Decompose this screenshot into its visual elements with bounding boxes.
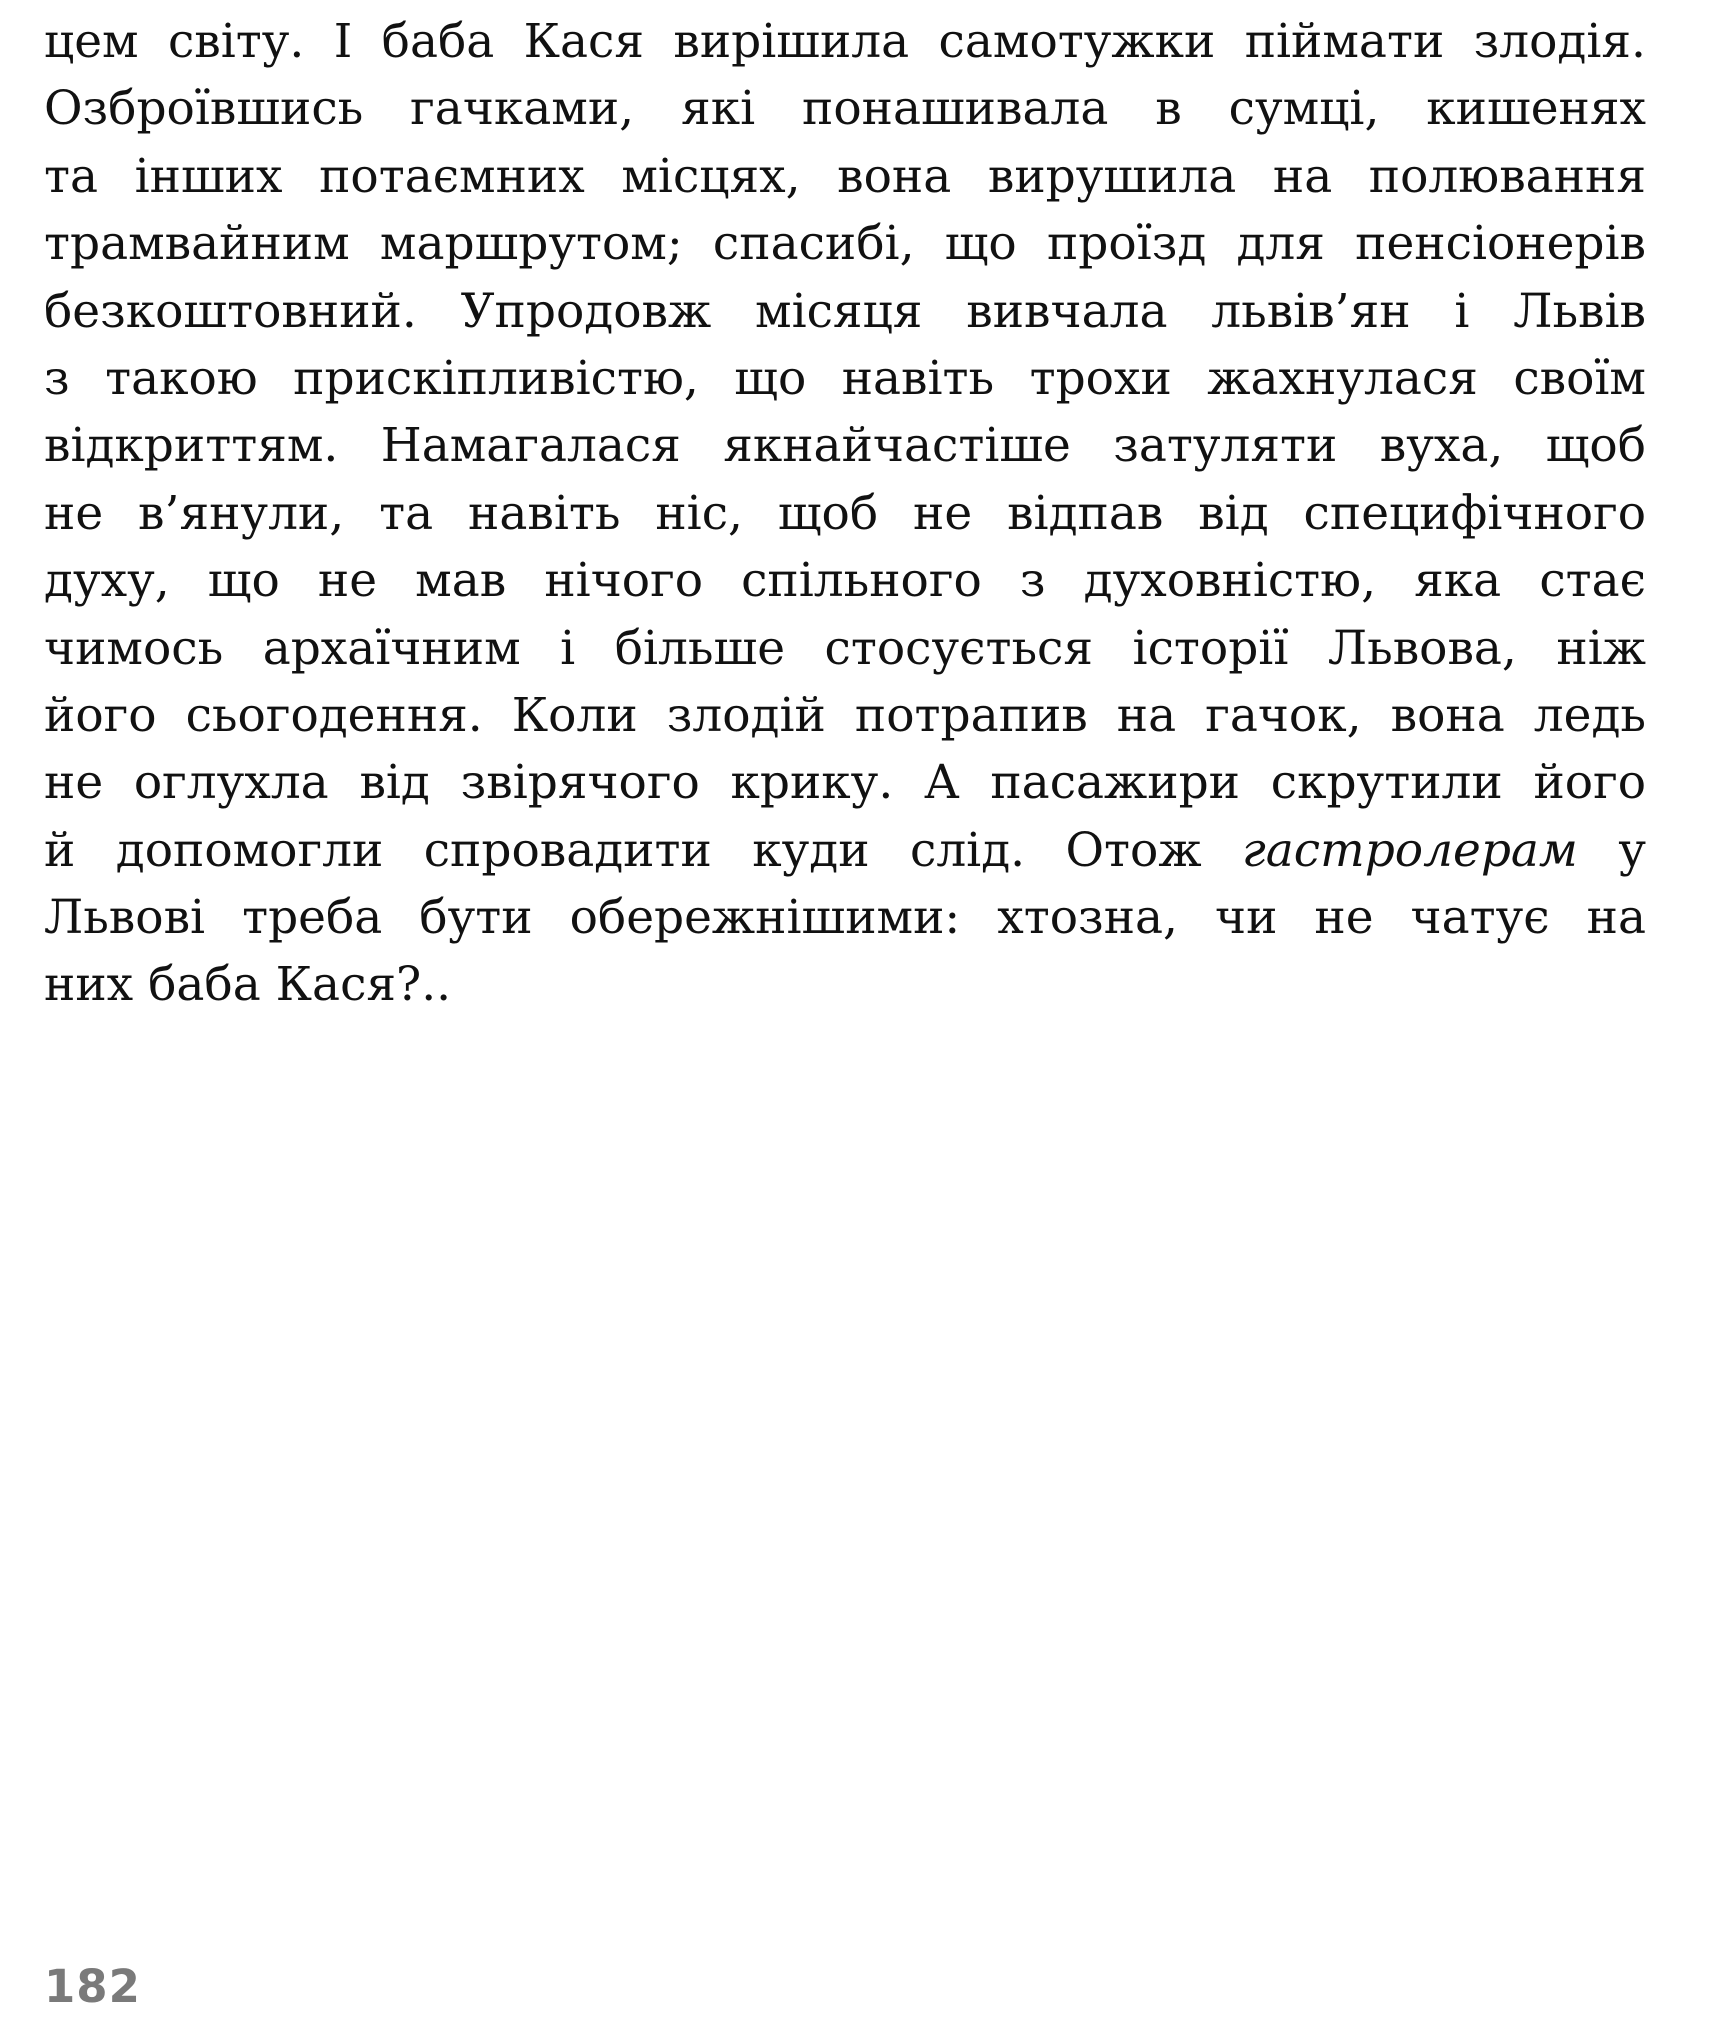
text-line: Озброївшись гачками, які понашивала в сумці, кишенях	[44, 81, 1646, 137]
body-text	[44, 8, 1646, 1019]
text-line: не оглухла від звірячого крику. А пасажири скрутили його	[44, 755, 1646, 811]
text-line: з такою прискіпливістю, що навіть трохи жахнулася своїм	[44, 350, 1646, 406]
text-segment: й допомогли спровадити куди слід. Отож	[44, 822, 1243, 878]
text-line: відкриттям. Намагалася якнайчастіше затуляти вуха, щоб	[44, 418, 1646, 474]
text-line: чимось архаїчним і більше стосується історії Львова, ніж	[44, 620, 1646, 676]
text-line-with-italic	[44, 817, 1646, 884]
text-line: духу, що не мав нічого спільного з духовністю, яка стає	[44, 553, 1646, 609]
text-line-final: них баба Кася?..	[44, 957, 452, 1013]
italic-term: гастролерам	[1242, 822, 1578, 878]
text-line: Львові треба бути обережнішими: хтозна, чи не чатує на	[44, 890, 1646, 946]
text-line: не в’янули, та навіть ніс, щоб не відпав від специфічного	[44, 485, 1646, 541]
text-line: цем світу. І баба Кася вирішила самотужки піймати злодія.	[44, 14, 1646, 69]
text-line: безкоштовний. Упродовж місяця вивчала львів’ян і Львів	[44, 283, 1646, 339]
text-segment: у	[1577, 822, 1646, 878]
text-line: та інших потаємних місцях, вона вирушила на полювання	[44, 148, 1646, 204]
text-line: трамвайним маршрутом; спасибі, що проїзд для пенсіонерів	[44, 216, 1646, 272]
page-number: 182	[44, 1960, 141, 2013]
text-line: його сьогодення. Коли злодій потрапив на гачок, вона ледь	[44, 687, 1646, 743]
